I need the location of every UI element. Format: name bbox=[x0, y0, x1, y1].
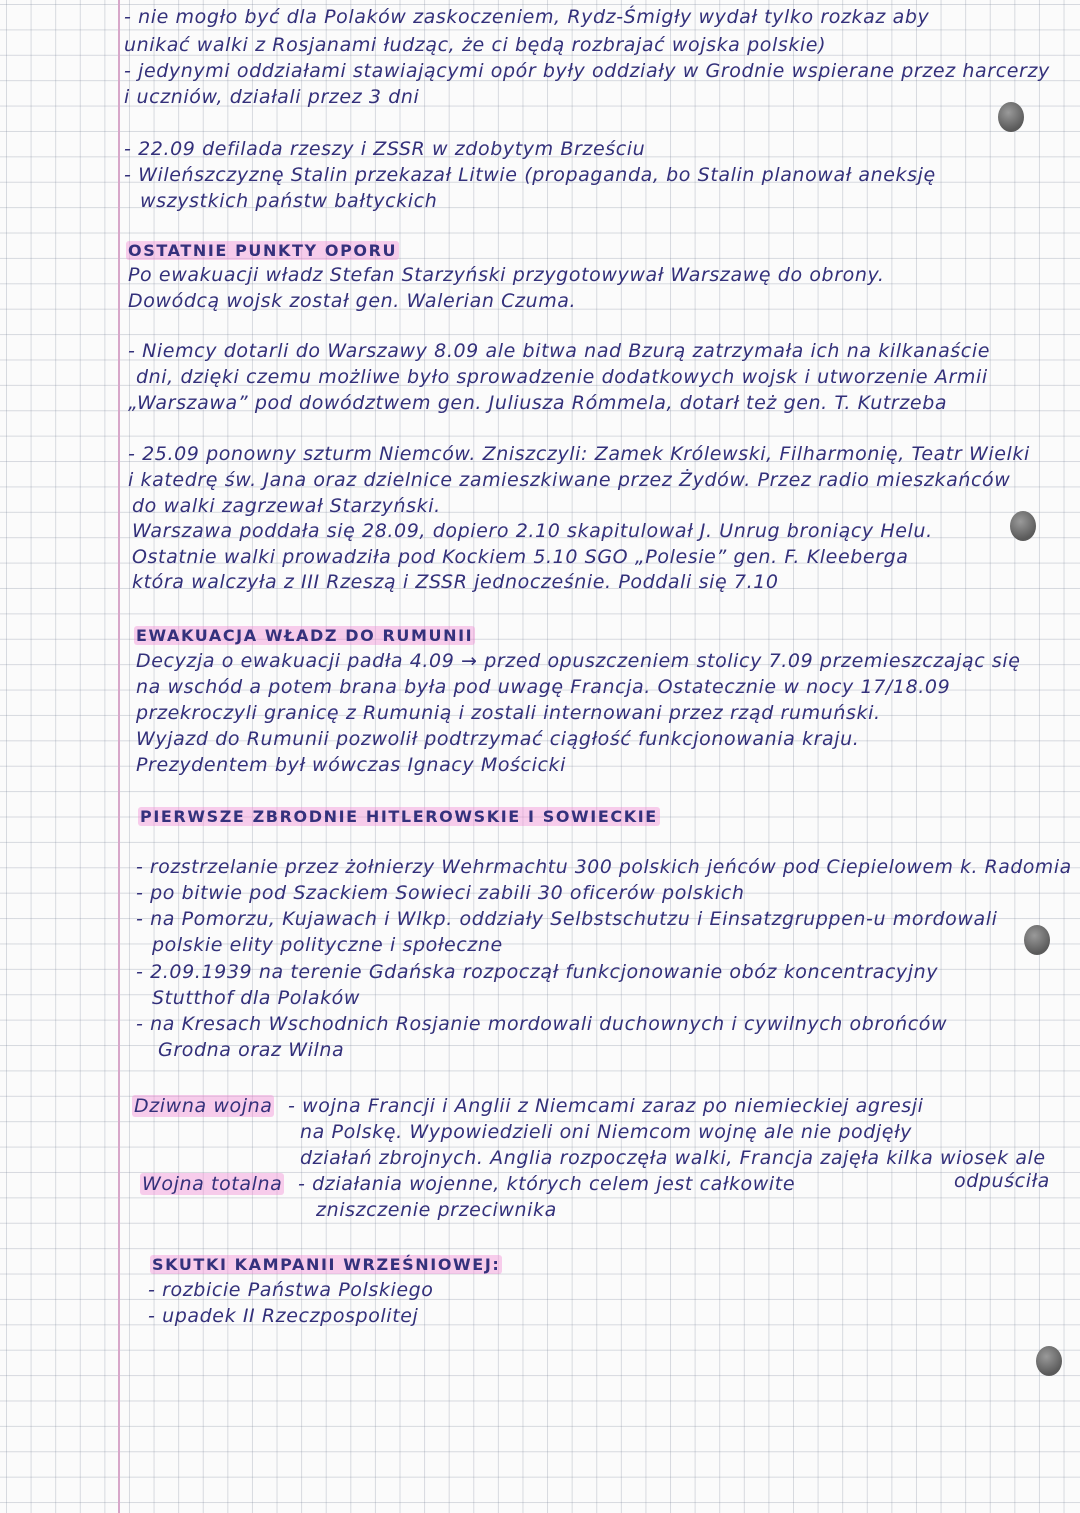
note-line: Grodna oraz Wilna bbox=[158, 1039, 345, 1061]
definition-text: - działania wojenne, których celem jest całkowite bbox=[298, 1173, 796, 1195]
note-line: Ostatnie walki prowadziła pod Kockiem 5.10 SGO „Polesie” gen. F. Kleeberga bbox=[132, 546, 909, 568]
note-line: unikać walki z Rosjanami łudząc, że ci będą rozbrajać wojska polskie) bbox=[124, 34, 827, 56]
note-line: - Wileńszczyznę Stalin przekazał Litwie (propaganda, bo Stalin planował aneksję bbox=[124, 164, 936, 186]
note-line: Wyjazd do Rumunii pozwolił podtrzymać ciągłość funkcjonowania kraju. bbox=[136, 728, 860, 750]
definition-text: działań zbrojnych. Anglia rozpoczęła walki, Francja zajęła kilka wiosek ale bbox=[300, 1147, 1046, 1169]
section-heading: OSTATNIE PUNKTY OPORU bbox=[128, 241, 398, 260]
note-line: polskie elity polityczne i społeczne bbox=[152, 934, 503, 956]
note-line: i katedrę św. Jana oraz dzielnice zamieszkiwane przez Żydów. Przez radio mieszkańców bbox=[128, 469, 1011, 491]
note-line: przekroczyli granicę z Rumunią i zostali internowani przez rząd rumuński. bbox=[136, 702, 881, 724]
note-line: „Warszawa” pod dowództwem gen. Juliusza Rómmela, dotarł też gen. T. Kutrzeba bbox=[128, 392, 948, 414]
note-line: dni, dzięki czemu możliwe było sprowadzenie dodatkowych wojsk i utworzenie Armii bbox=[136, 366, 988, 388]
note-line: - na Pomorzu, Kujawach i Wlkp. oddziały Selbstschutzu i Einsatzgruppen-u mordowali bbox=[136, 908, 998, 930]
note-line: - na Kresach Wschodnich Rosjanie mordowali duchownych i cywilnych obrońców bbox=[136, 1013, 948, 1035]
note-line: do walki zagrzewał Starzyński. bbox=[132, 495, 441, 517]
note-line: Po ewakuacji władz Stefan Starzyński przygotowywał Warszawę do obrony. bbox=[128, 264, 885, 286]
note-line: która walczyła z III Rzeszą i ZSSR jednocześnie. Poddali się 7.10 bbox=[132, 571, 779, 593]
note-line: - nie mogło być dla Polaków zaskoczeniem, Rydz-Śmigły wydał tylko rozkaz aby bbox=[124, 6, 930, 28]
definition-term: Wojna totalna bbox=[142, 1173, 283, 1195]
note-line: - rozstrzelanie przez żołnierzy Wehrmachtu 300 polskich jeńców pod Ciepielowem k. Radomia bbox=[136, 856, 1072, 878]
definition-text: na Polskę. Wypowiedzieli oni Niemcom wojnę ale nie podjęły bbox=[300, 1121, 912, 1143]
note-line: Warszawa poddała się 28.09, dopiero 2.10 skapitulował J. Unrug broniący Helu. bbox=[132, 520, 933, 542]
section-heading: EWAKUACJA WŁADZ DO RUMUNII bbox=[136, 626, 474, 645]
note-line: - rozbicie Państwa Polskiego bbox=[148, 1279, 434, 1301]
note-line: wszystkich państw bałtyckich bbox=[140, 190, 438, 212]
note-line: - 25.09 ponowny szturm Niemców. Zniszczyli: Zamek Królewski, Filharmonię, Teatr Wielki bbox=[128, 443, 1030, 465]
note-line: - upadek II Rzeczpospolitej bbox=[148, 1305, 419, 1327]
note-line: - po bitwie pod Szackiem Sowieci zabili 30 oficerów polskich bbox=[136, 882, 745, 904]
section-heading: PIERWSZE ZBRODNIE HITLEROWSKIE I SOWIECKIE bbox=[140, 807, 658, 826]
note-line: - jedynymi oddziałami stawiającymi opór były oddziały w Grodnie wspierane przez harcerzy bbox=[124, 60, 1050, 82]
note-line: na wschód a potem brana była pod uwagę Francja. Ostatecznie w nocy 17/18.09 bbox=[136, 676, 951, 698]
definition-text: - wojna Francji i Anglii z Niemcami zaraz po niemieckiej agresji bbox=[288, 1095, 924, 1117]
note-line: - 2.09.1939 na terenie Gdańska rozpoczął funkcjonowanie obóz koncentracyjny bbox=[136, 961, 939, 983]
definition-side-note: odpuściła bbox=[954, 1170, 1050, 1192]
note-line: Dowódcą wojsk został gen. Walerian Czuma. bbox=[128, 290, 577, 312]
note-line: - Niemcy dotarli do Warszawy 8.09 ale bitwa nad Bzurą zatrzymała ich na kilkanaście bbox=[128, 340, 991, 362]
note-line: Stutthof dla Polaków bbox=[152, 987, 361, 1009]
note-line: - 22.09 defilada rzeszy i ZSSR w zdobytym Brześciu bbox=[124, 138, 646, 160]
note-line: Decyzja o ewakuacji padła 4.09 → przed opuszczeniem stolicy 7.09 przemieszczając się bbox=[136, 650, 1021, 672]
definition-text: zniszczenie przeciwnika bbox=[316, 1199, 557, 1221]
note-line: i uczniów, działali przez 3 dni bbox=[124, 86, 420, 108]
note-line: Prezydentem był wówczas Ignacy Mościcki bbox=[136, 754, 567, 776]
definition-term: Dziwna wojna bbox=[134, 1095, 273, 1117]
section-heading: SKUTKI KAMPANII WRZEŚNIOWEJ: bbox=[152, 1255, 501, 1274]
